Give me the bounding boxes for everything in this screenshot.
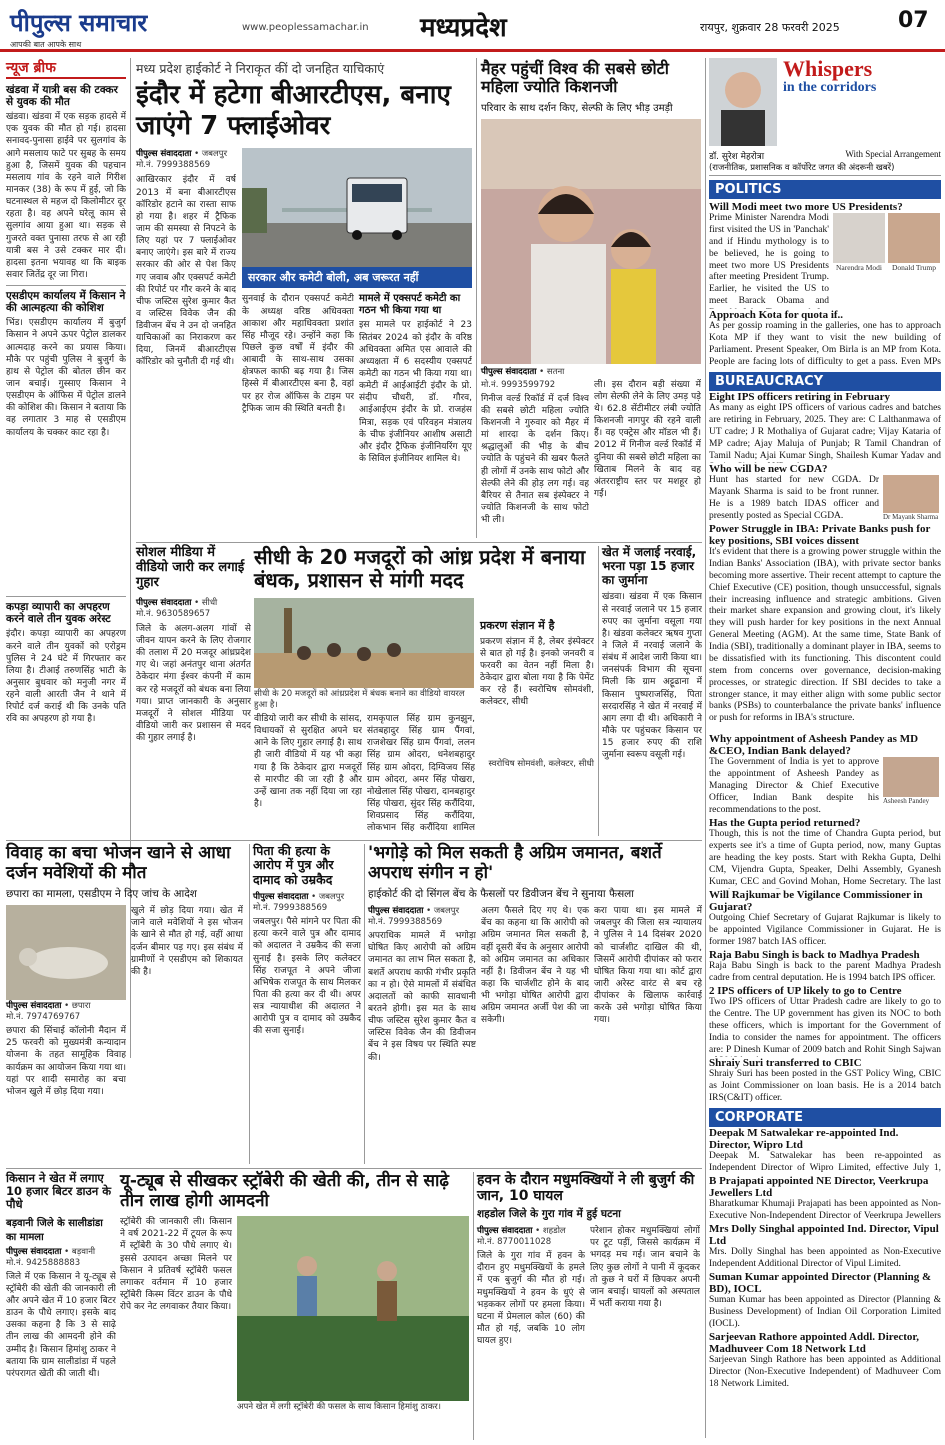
brief-body-1: खंडवा। खंडवा में एक सड़क हादसे में एक युवक की मौत हो गई। हादसा सनावद-पुनासा हाईवे पर सुलगांव के आगे मसलाय फाटे पर सुबह के समय हुआ है, जिसमें युवक की पहचान मसलाय गांव के रहने वाले गिरीश मानकर (38) के रूप में हुई, जो कि घटनास्थल से महज दो किलोमीटर दूर रहता है। वह अपने घरेलू काम से सुलगांव आया हुआ था। सड़क से गुजरते वक्त पुनासा तरफ से आ रही यात्री बस ने उसे टक्कर मार दी। हादसा इतना भयावह था कि बाइक सवार जितेंद्र दूर जा गिरा। [6, 112, 126, 280]
sidhi-box-body: प्रकरण संज्ञान में है, लेबर इंस्पेक्टर से बात हो गई है। इनको जनवरी व फरवरी का वेतन नहीं मिला है। ठेकेदार द्वारा बोला गया है कि पेमेंट कर रहे हैं। स्वरोचिष सोमवंशी, कलेक्टर, सीधी [480, 636, 594, 708]
bees-mobile: मो.नं. 8770011028 [477, 1237, 552, 1248]
bureau-title-1: Eight IPS officers retiring in February [709, 391, 890, 403]
news-brief-column [6, 58, 126, 778]
bureau-body-5: Though, this is not the time of Chandra Gupta period, but experts see it's a time of Gupta period, now, many Guptas are heading the key posts. Start with Rekha Gupta, Delhi CM, Vijendra Gupta, Speaker, Delhi Assembly, Gyanesh Kumar, CEC and Govind Mohan, Home Secretary. The last [709, 829, 941, 887]
bees-subhead: शहडोल जिले के गुरा गांव में हुई घटना [477, 1208, 621, 1221]
marriage-body-2: खुले में छोड़ दिया गया। खेत में जाने वाले मवेशियों ने इस भोजन के खाने से मौत हो गई, वहीं आधा दर्जन बीमार पड़ गए। इस संबंध में ग्रामीणों ने एसडीएम को शिकायत की है। [131, 906, 243, 977]
masthead [0, 0, 945, 52]
brief-title-1: खंडवा में यात्री बस की टक्कर से युवक की मौत [6, 84, 118, 109]
father-body: जबलपुर। पैसे मांगने पर पिता की हत्या करने वाले पुत्र और दामाद को अदालत ने उम्रकैद की सजा सुनाई है। इसके लिए कलेक्टर सिंह राजपूत ने अपने जीजा अभिषेक राजपूत के साथ मिलकर पिता की हत्या कर दी थी। अपर सत्र न्यायाधीश की अदालत ने आरोपी पुत्र व दामाद को उम्रकैद की सजा सुनाई। [253, 917, 361, 1037]
brts-bus-photo [242, 148, 472, 288]
jyoti-body-2: ली। इस दौरान बड़ी संख्या में लोग सेल्फी लेने के लिए उमड़ पड़े थे। 62.8 सेंटीमीटर लंबी ज्योति किशनजी नागपुर की रहने वाली हैं। वह एक्ट्रेस और मॉडल भी हैं। 2012 में गिनीज वर्ल्ड रिकॉर्ड में दुनिया की सबसे छोटी महिला का खिताब मिलने के बाद वह अंतरराष्ट्रीय स्तर पर मशहूर हो गईं। [594, 379, 701, 500]
father-headline: पिता की हत्या के आरोप में पुत्र और दामाद को उम्रकैद [253, 843, 334, 887]
bureau-body-8: Two IPS officers of Uttar Pradesh cadre are likely to go to the Centre. The UP government has given its NOC to both these officers, which is important for the Government of India to consider the names for appointment. The officers are: P Dinesh Kumar of 2009 batch and Rohit Singh Sajwan [709, 997, 941, 1055]
sidhi-body-2: वीडियो जारी कर सीधी के सांसद, विधायकों से सुरक्षित अपने घर आने के लिए गुहार लगाई है। साथ ही जारी वीडियो में यह भी कहा गया है कि ठेकेदार द्वारा मजदूरों से मारपीट की जा रही है और उन्हें खाना तक नहीं दिया जा रहा है। [254, 714, 362, 809]
farmer-body-2: स्ट्रॉबेरी की जानकारी ली। किसान ने वर्ष 2021-22 में टूयल के रूप में स्ट्रॉबेरी के 30 पौधे लगाए थे। इससे उत्पादन अच्छा मिलने पर किसान ने प्रतिवर्ष स्ट्रॉबेरी फसल लगाकर वर्तमान में 10 हजार स्ट्रॉबेरी किस्म विंटर डाउन के पौधे रोपे कर नेट लगवाकर तैयार किया। [120, 1217, 232, 1313]
bees-headline: हवन के दौरान मधुमक्खियों ने ली बुजुर्ग की जान, 10 घायल [477, 1172, 695, 1205]
corp-body-5: Sarjeevan Singh Rathore has been appointed as Additional Director (Non-Executive Independent) of Madhuveer Com 18 Network Limited. [709, 1355, 941, 1389]
author-name: डॉ. सुरेश मेहरोत्रा [709, 152, 765, 162]
cattle-image [6, 905, 126, 1000]
corp-body-2: Bharatkumar Khumaji Prajapati has been appointed as Non-Executive Non-Independent Director of Veerkrupa Jewellers [709, 1199, 941, 1221]
newspaper-logo: पीपुल्स समाचार आपकी बात आपके साथ [10, 9, 148, 49]
lead-box-title: मामले में एक्सपर्ट कमेटी का गठन भी किया गया था [359, 293, 461, 316]
mayank-photo [883, 475, 939, 513]
arrangement: With Special Arrangement [845, 149, 941, 159]
bureau-title-2: Who will be new CGDA? [709, 463, 828, 475]
trump-caption: Donald Trump [892, 263, 936, 272]
bureau-body-6: Outgoing Chief Secretary of Gujarat Rajkumar is likely to be appointed Vigilance Commissioner in Gujarat. He is former 1987 batch IAS officer. [709, 913, 941, 947]
corp-body-1: Deepak M. Satwalekar has been re-appointed as Independent Director of Wipro Limited, effective July 1, [709, 1151, 941, 1173]
corp-title-4: Suman Kumar appointed Director (Planning & BD), IOCL [709, 1271, 932, 1295]
sidhi-box-title: प्रकरण संज्ञान में है [480, 619, 555, 632]
mayank-caption: Dr Mayank Sharma [883, 513, 939, 521]
corp-title-1: Deepak M Satwalekar re-appointed Ind. Director, Wipro Ltd [709, 1127, 899, 1151]
marriage-headline: विवाह का बचा भोजन खाने से आधा दर्जन मवेशियों की मौत [6, 843, 231, 883]
khandwa-headline: खेत में जलाई नरवाई, भरना पड़ा 15 हजार का जुर्माना [602, 545, 697, 587]
brief-body-3: इंदौर। कपड़ा व्यापारी का अपहरण करने वाले तीन युवकों को एरोड्रम पुलिस ने 24 घंटे में गिरफ्तार कर लिया है। टीआई तरुणसिंह भाटी के अनुसार बुधवार को मनुजी नगर में रहने वाली आरती जैन ने थाने में रिपोर्ट दर्ज कराई थी कि उनके पति रवि का अपहरण हो गया है। [6, 629, 126, 725]
asheesh-photo [883, 757, 939, 797]
politics-title-1: Will Modi meet two more US Presidents? [709, 201, 903, 213]
politics-body-1: Prime Minister Narendra Modi first visited the US in 'Panchak' and if Hindu mythology is to be believed, he is going to meet two more US Presidents after meeting President Trump. Earlier, he visited the US to meet Barack Obama and [709, 213, 829, 307]
bureau-body-9: Shraiy Suri has been posted in the GST Policy Wing, CBIC as Joint Commissioner on loan basis. He is a 2014 batch IRS(C&IT) officer. [709, 1069, 941, 1103]
brief-title-2: एसडीएम कार्यालय में किसान ने की आत्महत्या की कोशिश [6, 290, 126, 315]
marriage-subhead: छपारा का मामला, एसडीएम ने दिए जांच के आदेश [6, 888, 197, 901]
bureau-title-5: Has the Gupta period returned? [709, 817, 861, 829]
bail-body-3: करा पाया था। इस मामले में जबलपुर की जिला सत्र न्यायालय ने पुलिस ने 14 दिसंबर 2020 को चार्जशीट दाखिल की थी, जिसमें आरोपी दीपांकर को फरार घोषित किया गया था। कोर्ट द्वारा जारी अरेस्ट वारंट से बच रहे दीपांकर के खिलाफ कार्रवाई करके उसे भगोड़ा घोषित किया गया। [594, 906, 702, 1026]
strawberry-field-image [237, 1216, 469, 1401]
bureau-body-2: Hunt has started for new CGDA. Dr Mayank Sharma is said to be front runner. He is a 1989 batch IDAS officer and presently posted as Special CGDA. [709, 475, 879, 521]
news-brief-label: न्यूज ब्रीफ [6, 58, 126, 79]
author-photo [709, 58, 777, 146]
strawberry-photo [237, 1216, 469, 1401]
whispers-subtitle: in the corridors [783, 80, 877, 95]
corp-title-2: B Prajapati appointed NE Director, Veerkrupa Jewellers Ltd [709, 1175, 929, 1199]
bureau-body-4: The Government of India is yet to approve the appointment of Asheesh Pandey as Managing Director & Chief Executive Officer, Indian Bank despite his recommendations to the post. [709, 757, 879, 815]
trump-photo [888, 213, 940, 263]
whispers-tagline: (राजनीतिक, प्रशासनिक व कॉर्पोरेट जगत की अंदरूनी खबरें) [709, 162, 941, 176]
sidhi-body-1: जिले के अलग-अलग गांवों से जीवन यापन करने के लिए रोजगार की तलाश में 20 मजदूर आंध्रप्रदेश गए थे। जहां अनंतपुर थाना अंतर्गत ठेकेदार मंगा ईश्वर कंपनी में काम कर रहे मजदूरों को बंधक बना लिया गया। प्राप्त जानकारी के अनुसार मजदूरों ने सोशल मीडिया पर वीडियो जारी कर प्रशासन से मदद की गुहार लगाई है। [136, 623, 251, 744]
sidhi-box [480, 620, 594, 830]
lead-kicker: मध्य प्रदेश हाईकोर्ट ने निराकृत कीं दो जनहित याचिकाएं [136, 61, 385, 76]
bureau-title-4: Why appointment of Asheesh Pandey as MD &CEO, Indian Bank delayed? [709, 733, 919, 757]
jyoti-photo [481, 119, 701, 364]
khandwa-body: खंडवा। खंडवा में एक किसान से नरवाई जलाने पर 15 हजार रुपए का जुर्माना वसूला गया है। खंडवा कलेक्टर ऋषव गुप्ता ने जिले में नरवाई जलाने के संबंध में आदेश जारी किया था। जनसंपर्क विभाग की सूचना मिली कि ग्राम अट्टूढाना में किसान पुष्पराजसिंह, पिता सरदारसिंह ने खेत में नरवाई में आग लगा दी थी। अधिकारी ने मौके पर पहुंचकर किसान पर 15 हजार रुपए की राशि जुर्माना स्वरूप वसूली गई। [602, 592, 702, 761]
father-mobile: मो.नं. 7999388569 [253, 903, 328, 914]
farmer-article [120, 1172, 470, 1440]
page-number: 07 [898, 8, 929, 33]
bail-body-1: अपराधिक मामले में भगोड़ा घोषित किए आरोपी को अग्रिम जमानत का लाभ मिल सकता है, बशर्ते अपराध काफी गंभीर प्रकृति का न हो। ऐसे मामलों में संबंधित अदालतों को काफी सावधानी बरतने होगी। इस मत के साथ चीफ जस्टिस सुरेश कुमार कैत व जस्टिस विवेक जैन की डिवीजन बेंच ने इस विषय पर स्थिति स्पष्ट की। [368, 931, 476, 1063]
bureau-title-6: Will Rajkumar be Vigilance Commissioner in Gujarat? [709, 889, 923, 913]
bureaucracy-label: BUREAUCRACY [709, 372, 941, 391]
site-url[interactable]: www.peoplessamachar.in [242, 22, 369, 33]
bail-mobile: मो.नं. 7999388569 [368, 917, 443, 928]
jyoti-byline: पीपुल्स संवाददाता • सतना [481, 366, 565, 377]
lead-article [136, 60, 472, 540]
whispers-title: Whispers [783, 58, 873, 81]
politics-title-2: Approach Kota for quota if.. [709, 309, 844, 321]
corp-title-5: Sarjeevan Rathore appointed Addl. Director, Madhuveer Com 18 Network Ltd [709, 1331, 920, 1355]
bureau-title-9: Shraiy Suri transferred to CBIC [709, 1057, 862, 1069]
marriage-article: विवाह का बचा भोजन खाने से आधा दर्जन मवेशियों की मौत छपारा का मामला, एसडीएम ने दिए जांच के आदेश पीपुल्स संवाददाता • छपारा मो.नं. 7974769767 छपारा की सिंचाई कॉलोनी मैदान में 25 फरवरी को मुख्यमंत्री कन्यादान योजना के तहत सामूहिक विवाह कार्यक्रम का आयोजन किया गया था। यहां पर शादी समारोह का बचा भोजन खुले में छोड़ दिया गया। खुले में छोड़ दिया गया। खेत में जाने वाले मवेशियों ने इस भोजन के खाने से मौत हो गई, वहीं आधा दर्जन बीमार पड़ गए। इस संबंध में ग्रामीणों ने एसडीएम को शिकायत की है। [6, 844, 246, 1164]
jyoti-body-1: गिनीज वर्ल्ड रिकॉर्ड में दर्ज विश्व की सबसे छोटी महिला ज्योति किशनजी ने गुरुवार को मैहर में मां शारदा के दर्शन किए। श्रद्धालुओं की भीड़ के बीच ज्योति के पहुंचने की खबर फैलते ही लोगों में उनके साथ फोटो और सेल्फी लेने की होड़ लग गई। वह बैरियर से तैनात सब इंस्पेक्टर ने ज्योति किशनजी के साथ फोटो भी ली। [481, 393, 589, 526]
brief-body-2: भिंड। एसडीएम कार्यालय में बुजुर्ग किसान ने अपने ऊपर पेट्रोल डालकर आत्मदाह करने का प्रयास किया। मौके पर पहुंची पुलिस ने बुजुर्ग के हाथ से पेट्रोल की बोतल छीन कर जान बचाई। गुस्साए किसान ने एसडीएम के ऑफिस में पेट्रोल डालने की कोशिश की। किसान ने बताया कि वह लगातार 3 माह से एसडीएम कार्यालय के चक्कर काट रहा है। [6, 318, 126, 438]
lead-byline: पीपुल्स संवाददाता • जबलपुर [136, 149, 228, 160]
jyoti-headline: मैहर पहुंचीं विश्व की सबसे छोटी महिला ज्योति किशनजी [481, 59, 669, 97]
sidhi-headline: सीधी के 20 मजदूरों को आंध्र प्रदेश में बनाया बंधक, प्रशासन से मांगी मदद [254, 545, 586, 592]
sidhi-names: रामकृपाल सिंह ग्राम कुनझुन, संतबहादुर सिंह ग्राम पैंगवां, राजशेखर सिंह ग्राम पैंगवां, ललन सिंह ग्राम ओदरा, धनेशबहादुर सिंह ग्राम ओदरा, दिग्विजय सिंह ग्राम ओदरा, अमर सिंह पोखरा, नोखेलाल सिंह पोखरा, दानबहादुर सिंह पोखरा, सुंदर सिंह करौंदिया, शिवप्रसाद सिंह करौंदिया, लोकभान सिंह करौंदिया शामिल [367, 714, 475, 833]
bail-headline: 'भगोड़े को मिल सकती है अग्रिम जमानत, बशर्ते अपराध संगीन न हो' [368, 843, 662, 883]
bees-body-2: परेशान होकर मधुमक्खियां लोगों पर टूट पड़ीं, जिससे कार्यक्रम में भगदड़ मच गई। जान बचाने के लिए कुछ लोगों ने पानी में कूदकर तो कुछ ने घरों में छिपकर अपनी जान बचाई। घायलों को अस्पताल में भर्ती कराया गया है। [590, 1226, 700, 1310]
farmer-mobile: मो.नं. 9425888883 [6, 1257, 81, 1268]
farmer-photo-caption: अपने खेत में लगी स्ट्रॉबेरी की फसल के साथ किसान हिमांशु ठाकर। [237, 1402, 441, 1413]
farmer-headline: यू-ट्यूब से सीखकर स्ट्रॉबेरी की खेती की, तीन से साढ़े तीन लाख होगी आमदनी [120, 1171, 449, 1211]
politics-label: POLITICS [709, 180, 941, 199]
corp-title-3: Mrs Dolly Singhal appointed Ind. Director, Vipul Ltd [709, 1223, 939, 1247]
politics-body-2: As per gossip roaming in the galleries, one has to approach Kota MP if they want to visit the new building of Parliament. Present Speaker, Om Birla is an MP from Kota. People are facing lots of difficulty to get a pass. Even MPs [709, 321, 941, 367]
bureau-title-8: 2 IPS officers of UP likely to go to Centre [709, 985, 902, 997]
bureau-body-3: It's evident that there is a growing power struggle within the Indian Banks' Association (IBA), with private sector banks becoming more assertive. Their recent attempt to capture the Chief Executive (CE) position, though unsuccessful, signals their increasing influence and strategic ambitions. Given their market share expansion and growing clout, it's likely they will push harder for key positions in the next Annual General Meeting (AGM). At the same time, State Bank of India (SBI), traditionally a dominant player in IBA, seems to be dissatisfied with its functioning. This discontent could stem from concerns over governance, decision-making processes, or strategic direction. If SBI decides to take a stronger stance, it may either align with some public sector banks (PSBs) to counterbalance the private banks' influence or push for reforms in IBA's structure. [709, 547, 941, 724]
farmer-side-sub: बड़वानी जिले के सालीडांडा का मामला [6, 1217, 103, 1243]
marriage-body-1: छपारा की सिंचाई कॉलोनी मैदान में 25 फरवरी को मुख्यमंत्री कन्यादान योजना के तहत सामूहिक विवाह कार्यक्रम का आयोजन किया गया था। यहां पर शादी समारोह का बचा भोजन खुले में छोड़ दिया गया। [6, 1026, 126, 1097]
section-title: मध्यप्रदेश [420, 13, 507, 43]
whispers-column [709, 58, 941, 1440]
brief-title-3: कपड़ा व्यापारी का अपहरण करने वाले तीन युवक अरेस्ट [6, 601, 111, 626]
bureau-body-1: As many as eight IPS officers of various cadres and batches are retiring in February, 2025. They are: C Lalthanmawa of UT cadre; J R Mothaliya of Gujarat cadre; Vijay Kataria of MP cadre; Ajay Maluja of Punjab; R Tamil Chandran of Tamil Nadu; Ajai Kumar Singh, Shailesh Kumar Yadav and [709, 403, 941, 461]
farmer-side: किसान ने खेत में लगाए 10 हजार बिटर डाउन के पौधे बड़वानी जिले के सालीडांडा का मामला पीपुल्स संवाददाता • बड़वानी मो.नं. 9425888883 जिले में एक किसान ने यू-ट्यूब से स्ट्रॉबेरी की खेती की जानकारी ली और अपने खेत में 10 हजार बिटर डाउन के पौधे लगाए। इसके बाद उसका कहना है कि 3 से साढ़े तीन लाख की आमदनी होने की उम्मीद है। किसान हिमांशु ठाकर ने बताया कि ग्राम सालीडांडा में पहले परंपरागत खेती की जाती थी। [6, 1172, 116, 1440]
author-image [709, 58, 777, 146]
sidhi-mobile: मो.नं. 9630589657 [136, 608, 211, 619]
sidhi-left-column: सोशल मीडिया में वीडियो जारी कर लगाई गुहार पीपुल्स संवाददाता • सीधी मो.नं. 9630589657 जिले के अलग-अलग गांवों से जीवन यापन करने के लिए रोजगार की तलाश में 20 मजदूर आंध्रप्रदेश गए थे। जहां अनंतपुर थाना अंतर्गत ठेकेदार मंगा ईश्वर कंपनी में काम कर रहे मजदूरों को बंधक बना लिया गया। प्राप्त जानकारी के अनुसार मजदूरों ने सोशल मीडिया पर वीडियो जारी कर प्रशासन से मदद की गुहार लगाई है। [136, 546, 251, 836]
dateline: रायपुर, शुक्रवार 28 फरवरी 2025 [700, 21, 840, 34]
bees-article: हवन के दौरान मधुमक्खियों ने ली बुजुर्ग की जान, 10 घायल शहडोल जिले के गुरा गांव में हुई घटना पीपुल्स संवाददाता • शहडोल मो.नं. 8770011028 जिले के गुरा गांव में हवन के दौरान हुए मधुमक्खियों के हमले में एक बुजुर्ग की मौत हो गई। मधुमक्खियों ने हवन के धुएं से भड़ककर लोगों पर हमला किया। घटना में प्रेमलाल कोल (60) की मौत हो गई, जबकि 10 लोग घायल हुए। परेशान होकर मधुमक्खियां लोगों पर टूट पड़ीं, जिससे कार्यक्रम में भगदड़ मच गई। जान बचाने के लिए कुछ लोगों ने पानी में कूदकर तो कुछ ने घरों में छिपकर अपनी जान बचाई। घायलों को अस्पताल में भर्ती कराया गया है। [477, 1172, 702, 1440]
modi-photo [833, 213, 885, 263]
jyoti-article [481, 60, 701, 540]
bees-body-1: जिले के गुरा गांव में हवन के दौरान हुए मधुमक्खियों के हमले में एक बुजुर्ग की मौत हो गई। मधुमक्खियों ने हवन के धुएं से भड़ककर लोगों पर हमला किया। घटना में प्रेमलाल कोल (60) की मौत हो गई, जबकि 10 लोग घायल हुए। [477, 1251, 585, 1347]
bail-subhead: हाईकोर्ट की दो सिंगल बेंच के फैसलों पर डिवीजन बेंच ने सुनाया फैसला [368, 888, 635, 901]
sidhi-side-head: सोशल मीडिया में वीडियो जारी कर लगाई गुहार [136, 545, 245, 590]
corp-body-4: Suman Kumar has been appointed as Director (Planning & Business Development) of Indian Oil Corporation Limited (IOCL). [709, 1295, 941, 1329]
lead-body-2: सुनवाई के दौरान एक्सपर्ट कमेटी के अध्यक्ष वरिष्ठ अधिवक्ता आकाश और महाधिवक्ता प्रशांत सिंह मौजूद रहे। उन्होंने कहा कि पिछले कुछ वर्षों में इंदौर की आबादी के साथ-साथ उसका क्षेत्रफल काफी बढ़ गया है। जिस हिस्से में बीआरटीएस बना है, वहां पर हर रोज ऑफिस के टाइम पर ट्रैफिक जाम की स्थिति बनती है। [242, 294, 354, 414]
sidhi-photo [254, 598, 474, 688]
cattle-photo [6, 905, 126, 1000]
bail-body-2: अलग फैसले दिए गए थे। एक बेंच का कहना था कि आरोपी को अग्रिम जमानत मिल सकती है, वहीं दूसरी बेंच के अनुसार आरोपी को अग्रिम जमानत का अधिकार नहीं है। डिवीजन बेंच ने यह भी कहा कि चार्जशीट होने के बाद भी भगोड़ा घोषित आरोपी द्वारा अग्रिम जमानत अर्जी पेश की जा सकेगी। [481, 906, 589, 1026]
farmer-body-1: जिले में एक किसान ने यू-ट्यूब से स्ट्रॉबेरी की खेती की जानकारी ली और अपने खेत में 10 हजार बिटर डाउन के पौधे लगाए। इसके बाद उसका कहना है कि 3 से साढ़े तीन लाख की आमदनी होने की उम्मीद है। किसान हिमांशु ठाकर ने बताया कि ग्राम सालीडांडा में पहले परंपरागत खेती की जाती थी। [6, 1271, 116, 1379]
bureau-title-7: Raja Babu Singh is back to Madhya Pradesh [709, 949, 920, 961]
father-article: पिता की हत्या के आरोप में पुत्र और दामाद को उम्रकैद पीपुल्स संवाददाता • जबलपुर मो.नं. 7999388569 जबलपुर। पैसे मांगने पर पिता की हत्या करने वाले पुत्र और दामाद को अदालत ने उम्रकैद की सजा सुनाई है। इसके लिए कलेक्टर सिंह राजपूत ने अपने जीजा अभिषेक राजपूत के साथ मिलकर पिता की हत्या कर दी थी। अपर सत्र न्यायाधीश की अदालत ने आरोपी पुत्र व दामाद को उम्रकैद की सजा सुनाई। [253, 844, 361, 1164]
jyoti-image [481, 119, 701, 364]
jyoti-subhead: परिवार के साथ दर्शन किए, सेल्फी के लिए भीड़ उमड़ी [481, 102, 673, 114]
asheesh-caption: Asheesh Pandey [883, 797, 930, 805]
modi-caption: Narendra Modi [835, 263, 883, 272]
sidhi-photo-caption: सीधी के 20 मजदूरों को आंध्रप्रदेश में बंधक बनाने का वीडियो वायरल हुआ है। [254, 689, 465, 710]
bail-article: 'भगोड़े को मिल सकती है अग्रिम जमानत, बशर्ते अपराध संगीन न हो' हाईकोर्ट की दो सिंगल बेंच के फैसलों पर डिवीजन बेंच ने सुनाया फैसला पीपुल्स संवाददाता • जबलपुर मो.नं. 7999388569 अपराधिक मामले में भगोड़ा घोषित किए आरोपी को अग्रिम जमानत का लाभ मिल सकता है, बशर्ते अपराध काफी गंभीर प्रकृति का न हो। ऐसे मामलों में संबंधित अदालतों को काफी सावधानी बरतने होगी। इस मत के साथ चीफ जस्टिस सुरेश कुमार कैत व जस्टिस विवेक जैन की डिवीजन बेंच ने इस विषय पर स्थिति स्पष्ट की। अलग फैसले दिए गए थे। एक बेंच का कहना था कि आरोपी को अग्रिम जमानत मिल सकती है, वहीं दूसरी बेंच के अनुसार आरोपी को अग्रिम जमानत का अधिकार नहीं है। डिवीजन बेंच ने यह भी कहा कि चार्जशीट होने के बाद भी भगोड़ा घोषित आरोपी द्वारा अग्रिम जमानत अर्जी पेश की जा सकेगी। करा पाया था। इस मामले में जबलपुर की जिला सत्र न्यायालय ने पुलिस ने 14 दिसंबर 2020 को चार्जशीट दाखिल की थी, जिसमें आरोपी दीपांकर को फरार घोषित किया गया था। कोर्ट द्वारा जारी अरेस्ट वारंट से बच रहे दीपांकर के खिलाफ कार्रवाई करके उसे भगोड़ा घोषित किया गया। [368, 844, 702, 1164]
bureau-title-3: Power Struggle in IBA: Private Banks push for key positions, SBI voices dissent [709, 523, 931, 547]
sidhi-signature: स्वरोचिष सोमवंशी, कलेक्टर, सीधी [488, 758, 594, 769]
bureau-body-7: Raja Babu Singh is back to the parent Madhya Pradesh cadre from central deputation. He is 1994 batch IPS officer. [709, 961, 941, 983]
khandwa-article [602, 546, 702, 836]
lead-body-1: आखिरकार इंदौर में वर्ष 2013 में बना बीआरटीएस कॉरिडोर हटाने का रास्ता साफ हो गया है। शहर में ट्रैफिक जाम की समस्या से निपटने के लिए यहां पर 7 फ्लाईओवर बनाए जाएंगे। इस बारे में राज्य सरकार की ओर से पेश किए गए जवाब और एक्सपर्ट कमेटी की रिपोर्ट पर गौर करने के बाद चीफ जस्टिस सुरेश कुमार कैत व जस्टिस विवेक जैन की डिवीजन बेंच ने उन दो जनहित याचिकाओं का निराकरण कर दिया, जिनमें बीआरटीएस कॉरिडोर को चुनौती दी गई थी। [136, 175, 236, 368]
corporate-label: CORPORATE [709, 1108, 941, 1127]
lead-photo-caption: सरकार और कमेटी बोली, अब जरूरत नहीं [242, 267, 472, 288]
workers-image [254, 598, 474, 688]
marriage-mobile: मो.नं. 7974769767 [6, 1012, 81, 1023]
lead-headline: इंदौर में हटेगा बीआरटीएस, बनाए जाएंगे 7 फ्लाईओवर [136, 80, 451, 142]
lead-mobile: मो.नं. 7999388569 [136, 160, 211, 171]
lead-box-body: इस मामले पर हाईकोर्ट ने 23 सितंबर 2024 को इंदौर के वरिष्ठ अधिवक्ता अमित एस आवाले की अध्यक्षता में 6 सदस्यीय एक्सपर्ट कमेटी का गठन भी किया गया था। कमेटी में आईआईटी इंदौर के प्रो. संदीप चौधरी, डॉ. गौरव, आईआईएम इंदौर के प्रो. राजहंस मित्रा, सड़क एवं परिवहन मंत्रालय के चीफ इंजीनियर आशीष असाटी और इंदौर ट्रैफिक इंजीनियरिंग यूए के सिविल इंजीनियर शामिल थे। [359, 320, 472, 464]
corp-body-3: Mrs. Dolly Singhal has been appointed as Non-Executive Independent Additional Director of Vipul Limited. [709, 1247, 941, 1269]
farmer-side-head: किसान ने खेत में लगाए 10 हजार बिटर डाउन के पौधे [6, 1171, 112, 1212]
jyoti-mobile: मो.नं. 9993599792 [481, 379, 556, 390]
